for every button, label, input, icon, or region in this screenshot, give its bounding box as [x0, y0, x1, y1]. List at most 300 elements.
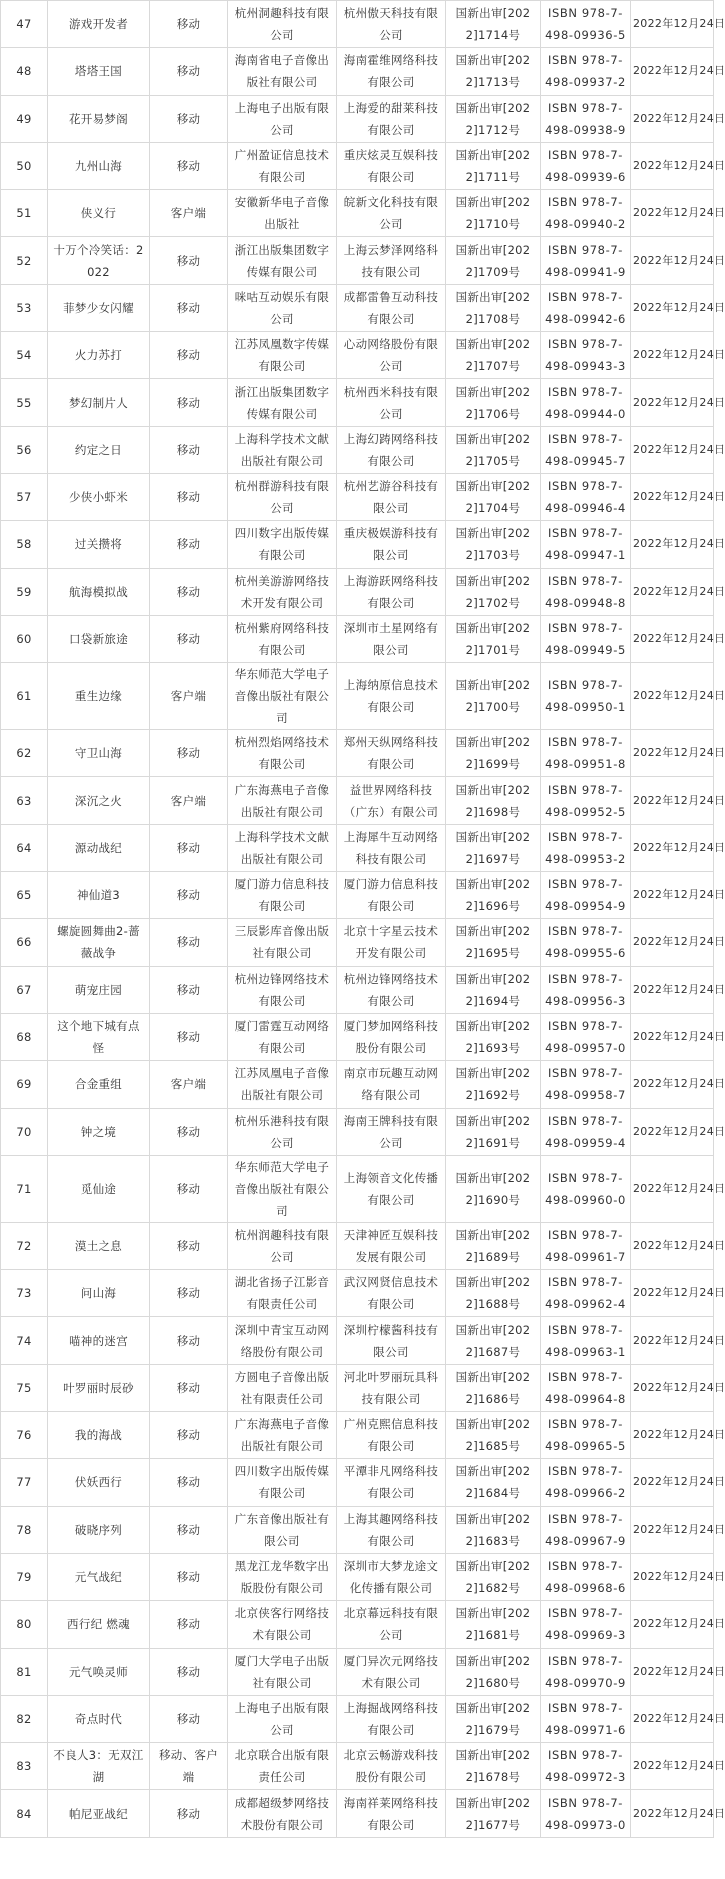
approval-number-cell: 国新出审[2022]1711号 — [446, 142, 541, 189]
isbn-cell: ISBN 978-7-498-09949-5 — [541, 615, 631, 662]
isbn-cell: ISBN 978-7-498-09972-3 — [541, 1743, 631, 1790]
table-row — [1, 1108, 714, 1155]
row-number-cell: 49 — [1, 95, 48, 142]
approval-date-cell: 2022年12月24日 — [631, 1459, 714, 1506]
publisher-cell: 上海电子出版有限公司 — [228, 95, 337, 142]
approval-date-cell: 2022年12月24日 — [631, 1061, 714, 1108]
publisher-cell: 广东音像出版社有限公司 — [228, 1506, 337, 1553]
platform-cell: 移动 — [150, 1, 228, 48]
approval-number-cell: 国新出审[2022]1697号 — [446, 824, 541, 871]
operator-cell: 上海爱的甜莱科技有限公司 — [337, 95, 446, 142]
isbn-cell: ISBN 978-7-498-09966-2 — [541, 1459, 631, 1506]
publisher-cell: 广东海燕电子音像出版社有限公司 — [228, 1412, 337, 1459]
table-row — [1, 1412, 714, 1459]
approval-number-cell: 国新出审[2022]1681号 — [446, 1601, 541, 1648]
publisher-cell: 杭州烈焰网络技术有限公司 — [228, 730, 337, 777]
game-name-cell: 过关攒将 — [48, 521, 150, 568]
platform-cell: 移动 — [150, 615, 228, 662]
game-name-cell: 萌宠庄园 — [48, 966, 150, 1013]
row-number-cell: 84 — [1, 1790, 48, 1837]
row-number-cell: 62 — [1, 730, 48, 777]
row-number-cell: 59 — [1, 568, 48, 615]
publisher-cell: 杭州润趣科技有限公司 — [228, 1222, 337, 1269]
operator-cell: 上海游跃网络科技有限公司 — [337, 568, 446, 615]
publisher-cell: 厦门雷霆互动网络有限公司 — [228, 1013, 337, 1060]
isbn-cell: ISBN 978-7-498-09937-2 — [541, 48, 631, 95]
approval-number-cell: 国新出审[2022]1688号 — [446, 1270, 541, 1317]
table-row — [1, 48, 714, 95]
row-number-cell: 71 — [1, 1155, 48, 1222]
approval-number-cell: 国新出审[2022]1683号 — [446, 1506, 541, 1553]
approval-number-cell: 国新出审[2022]1707号 — [446, 332, 541, 379]
approval-date-cell: 2022年12月24日 — [631, 1, 714, 48]
approval-number-cell: 国新出审[2022]1698号 — [446, 777, 541, 824]
row-number-cell: 80 — [1, 1601, 48, 1648]
platform-cell: 移动 — [150, 521, 228, 568]
operator-cell: 北京幕远科技有限公司 — [337, 1601, 446, 1648]
approval-number-cell: 国新出审[2022]1684号 — [446, 1459, 541, 1506]
platform-cell: 移动 — [150, 473, 228, 520]
platform-cell: 移动 — [150, 142, 228, 189]
approval-date-cell: 2022年12月24日 — [631, 1553, 714, 1600]
approval-date-cell: 2022年12月24日 — [631, 190, 714, 237]
operator-cell: 北京云畅游戏科技股份有限公司 — [337, 1743, 446, 1790]
row-number-cell: 83 — [1, 1743, 48, 1790]
game-name-cell: 少侠小虾米 — [48, 473, 150, 520]
publisher-cell: 杭州群游科技有限公司 — [228, 473, 337, 520]
isbn-cell: ISBN 978-7-498-09950-1 — [541, 663, 631, 730]
publisher-cell: 广东海燕电子音像出版社有限公司 — [228, 777, 337, 824]
approval-date-cell: 2022年12月24日 — [631, 379, 714, 426]
operator-cell: 上海掘战网络科技有限公司 — [337, 1695, 446, 1742]
isbn-cell: ISBN 978-7-498-09957-0 — [541, 1013, 631, 1060]
approval-date-cell: 2022年12月24日 — [631, 568, 714, 615]
game-name-cell: 元气唤灵师 — [48, 1648, 150, 1695]
isbn-cell: ISBN 978-7-498-09948-8 — [541, 568, 631, 615]
approval-number-cell: 国新出审[2022]1689号 — [446, 1222, 541, 1269]
table-row — [1, 777, 714, 824]
table-row — [1, 730, 714, 777]
operator-cell: 厦门梦加网络科技股份有限公司 — [337, 1013, 446, 1060]
approval-date-cell: 2022年12月24日 — [631, 1790, 714, 1837]
approval-number-cell: 国新出审[2022]1704号 — [446, 473, 541, 520]
publisher-cell: 浙江出版集团数字传媒有限公司 — [228, 237, 337, 284]
row-number-cell: 76 — [1, 1412, 48, 1459]
table-row — [1, 190, 714, 237]
game-name-cell: 奇点时代 — [48, 1695, 150, 1742]
publisher-cell: 杭州紫府网络科技有限公司 — [228, 615, 337, 662]
table-row — [1, 919, 714, 966]
isbn-cell: ISBN 978-7-498-09952-5 — [541, 777, 631, 824]
table-row — [1, 872, 714, 919]
isbn-cell: ISBN 978-7-498-09940-2 — [541, 190, 631, 237]
table-row — [1, 1364, 714, 1411]
approval-date-cell: 2022年12月24日 — [631, 1013, 714, 1060]
approval-number-cell: 国新出审[2022]1692号 — [446, 1061, 541, 1108]
approval-date-cell: 2022年12月24日 — [631, 1506, 714, 1553]
platform-cell: 移动 — [150, 1695, 228, 1742]
isbn-cell: ISBN 978-7-498-09963-1 — [541, 1317, 631, 1364]
game-name-cell: 帕尼亚战纪 — [48, 1790, 150, 1837]
approval-date-cell: 2022年12月24日 — [631, 1108, 714, 1155]
publisher-cell: 海南省电子音像出版社有限公司 — [228, 48, 337, 95]
isbn-cell: ISBN 978-7-498-09965-5 — [541, 1412, 631, 1459]
approval-date-cell: 2022年12月24日 — [631, 95, 714, 142]
row-number-cell: 69 — [1, 1061, 48, 1108]
row-number-cell: 82 — [1, 1695, 48, 1742]
publisher-cell: 北京联合出版有限责任公司 — [228, 1743, 337, 1790]
row-number-cell: 57 — [1, 473, 48, 520]
platform-cell: 客户端 — [150, 190, 228, 237]
approval-date-cell: 2022年12月24日 — [631, 1155, 714, 1222]
approval-date-cell: 2022年12月24日 — [631, 1270, 714, 1317]
row-number-cell: 73 — [1, 1270, 48, 1317]
approval-number-cell: 国新出审[2022]1677号 — [446, 1790, 541, 1837]
row-number-cell: 47 — [1, 1, 48, 48]
approval-date-cell: 2022年12月24日 — [631, 1695, 714, 1742]
platform-cell: 移动 — [150, 1648, 228, 1695]
row-number-cell: 64 — [1, 824, 48, 871]
game-name-cell: 喵神的迷宫 — [48, 1317, 150, 1364]
platform-cell: 移动 — [150, 284, 228, 331]
game-name-cell: 深沉之火 — [48, 777, 150, 824]
table-row — [1, 824, 714, 871]
approval-date-cell: 2022年12月24日 — [631, 473, 714, 520]
operator-cell: 心动网络股份有限公司 — [337, 332, 446, 379]
isbn-cell: ISBN 978-7-498-09945-7 — [541, 426, 631, 473]
approval-date-cell: 2022年12月24日 — [631, 1412, 714, 1459]
table-row — [1, 966, 714, 1013]
isbn-cell: ISBN 978-7-498-09954-9 — [541, 872, 631, 919]
operator-cell: 成都雷鲁互动科技有限公司 — [337, 284, 446, 331]
isbn-cell: ISBN 978-7-498-09971-6 — [541, 1695, 631, 1742]
table-row — [1, 1013, 714, 1060]
approval-number-cell: 国新出审[2022]1686号 — [446, 1364, 541, 1411]
operator-cell: 杭州西米科技有限公司 — [337, 379, 446, 426]
approval-number-cell: 国新出审[2022]1682号 — [446, 1553, 541, 1600]
isbn-cell: ISBN 978-7-498-09961-7 — [541, 1222, 631, 1269]
approval-number-cell: 国新出审[2022]1708号 — [446, 284, 541, 331]
operator-cell: 郑州天纵网络科技有限公司 — [337, 730, 446, 777]
table-row — [1, 473, 714, 520]
game-name-cell: 守卫山海 — [48, 730, 150, 777]
platform-cell: 移动 — [150, 1222, 228, 1269]
row-number-cell: 55 — [1, 379, 48, 426]
platform-cell: 移动 — [150, 568, 228, 615]
approval-number-cell: 国新出审[2022]1712号 — [446, 95, 541, 142]
game-name-cell: 十万个冷笑话：2022 — [48, 237, 150, 284]
game-name-cell: 不良人3：无双江湖 — [48, 1743, 150, 1790]
approval-date-cell: 2022年12月24日 — [631, 777, 714, 824]
operator-cell: 天津神匠互娱科技发展有限公司 — [337, 1222, 446, 1269]
game-name-cell: 火力苏打 — [48, 332, 150, 379]
operator-cell: 广州克熙信息科技有限公司 — [337, 1412, 446, 1459]
publisher-cell: 北京侠客行网络技术有限公司 — [228, 1601, 337, 1648]
platform-cell: 移动 — [150, 730, 228, 777]
row-number-cell: 50 — [1, 142, 48, 189]
row-number-cell: 65 — [1, 872, 48, 919]
game-name-cell: 九州山海 — [48, 142, 150, 189]
platform-cell: 移动 — [150, 1459, 228, 1506]
approval-date-cell: 2022年12月24日 — [631, 1743, 714, 1790]
game-name-cell: 花开易梦阁 — [48, 95, 150, 142]
platform-cell: 移动 — [150, 379, 228, 426]
row-number-cell: 78 — [1, 1506, 48, 1553]
publisher-cell: 浙江出版集团数字传媒有限公司 — [228, 379, 337, 426]
table-row — [1, 1317, 714, 1364]
isbn-cell: ISBN 978-7-498-09962-4 — [541, 1270, 631, 1317]
isbn-cell: ISBN 978-7-498-09968-6 — [541, 1553, 631, 1600]
approval-number-cell: 国新出审[2022]1694号 — [446, 966, 541, 1013]
approval-date-cell: 2022年12月24日 — [631, 966, 714, 1013]
publisher-cell: 江苏凤凰数字传媒有限公司 — [228, 332, 337, 379]
approval-number-cell: 国新出审[2022]1680号 — [446, 1648, 541, 1695]
table-row — [1, 142, 714, 189]
game-name-cell: 钟之境 — [48, 1108, 150, 1155]
operator-cell: 重庆极娱游科技有限公司 — [337, 521, 446, 568]
approval-number-cell: 国新出审[2022]1691号 — [446, 1108, 541, 1155]
isbn-cell: ISBN 978-7-498-09953-2 — [541, 824, 631, 871]
table-row — [1, 1648, 714, 1695]
game-name-cell: 梦幻制片人 — [48, 379, 150, 426]
approval-number-cell: 国新出审[2022]1696号 — [446, 872, 541, 919]
approval-number-cell: 国新出审[2022]1685号 — [446, 1412, 541, 1459]
approval-date-cell: 2022年12月24日 — [631, 1648, 714, 1695]
isbn-cell: ISBN 978-7-498-09955-6 — [541, 919, 631, 966]
isbn-cell: ISBN 978-7-498-09947-1 — [541, 521, 631, 568]
isbn-cell: ISBN 978-7-498-09942-6 — [541, 284, 631, 331]
platform-cell: 移动 — [150, 95, 228, 142]
game-name-cell: 破晓序列 — [48, 1506, 150, 1553]
approval-number-cell: 国新出审[2022]1693号 — [446, 1013, 541, 1060]
publisher-cell: 深圳中青宝互动网络股份有限公司 — [228, 1317, 337, 1364]
publisher-cell: 杭州美游游网络技术开发有限公司 — [228, 568, 337, 615]
operator-cell: 上海犀牛互动网络科技有限公司 — [337, 824, 446, 871]
table-row — [1, 568, 714, 615]
operator-cell: 南京市玩趣互动网络有限公司 — [337, 1061, 446, 1108]
row-number-cell: 79 — [1, 1553, 48, 1600]
publisher-cell: 江苏凤凰电子音像出版社有限公司 — [228, 1061, 337, 1108]
row-number-cell: 77 — [1, 1459, 48, 1506]
approval-date-cell: 2022年12月24日 — [631, 284, 714, 331]
operator-cell: 河北叶罗丽玩具科技有限公司 — [337, 1364, 446, 1411]
approval-number-cell: 国新出审[2022]1690号 — [446, 1155, 541, 1222]
table-row — [1, 1743, 714, 1790]
publisher-cell: 厦门游力信息科技有限公司 — [228, 872, 337, 919]
approval-date-cell: 2022年12月24日 — [631, 1222, 714, 1269]
table-row — [1, 521, 714, 568]
approval-date-cell: 2022年12月24日 — [631, 1601, 714, 1648]
approval-number-cell: 国新出审[2022]1701号 — [446, 615, 541, 662]
publisher-cell: 广州盈证信息技术有限公司 — [228, 142, 337, 189]
game-name-cell: 塔塔王国 — [48, 48, 150, 95]
table-row — [1, 426, 714, 473]
game-name-cell: 这个地下城有点怪 — [48, 1013, 150, 1060]
publisher-cell: 方圆电子音像出版社有限责任公司 — [228, 1364, 337, 1411]
isbn-cell: ISBN 978-7-498-09939-6 — [541, 142, 631, 189]
row-number-cell: 63 — [1, 777, 48, 824]
game-name-cell: 侠义行 — [48, 190, 150, 237]
row-number-cell: 68 — [1, 1013, 48, 1060]
game-name-cell: 螺旋圆舞曲2-蔷薇战争 — [48, 919, 150, 966]
row-number-cell: 56 — [1, 426, 48, 473]
publisher-cell: 杭州乐港科技有限公司 — [228, 1108, 337, 1155]
game-name-cell: 伏妖西行 — [48, 1459, 150, 1506]
game-name-cell: 游戏开发者 — [48, 1, 150, 48]
table-row — [1, 284, 714, 331]
row-number-cell: 81 — [1, 1648, 48, 1695]
approval-date-cell: 2022年12月24日 — [631, 521, 714, 568]
approval-number-cell: 国新出审[2022]1678号 — [446, 1743, 541, 1790]
operator-cell: 深圳柠檬酱科技有限公司 — [337, 1317, 446, 1364]
row-number-cell: 51 — [1, 190, 48, 237]
row-number-cell: 67 — [1, 966, 48, 1013]
operator-cell: 平潭非凡网络科技有限公司 — [337, 1459, 446, 1506]
approval-number-cell: 国新出审[2022]1702号 — [446, 568, 541, 615]
isbn-cell: ISBN 978-7-498-09973-0 — [541, 1790, 631, 1837]
row-number-cell: 66 — [1, 919, 48, 966]
isbn-cell: ISBN 978-7-498-09959-4 — [541, 1108, 631, 1155]
isbn-cell: ISBN 978-7-498-09960-0 — [541, 1155, 631, 1222]
approval-number-cell: 国新出审[2022]1705号 — [446, 426, 541, 473]
table-row — [1, 1, 714, 48]
approval-date-cell: 2022年12月24日 — [631, 1317, 714, 1364]
platform-cell: 移动 — [150, 1108, 228, 1155]
publisher-cell: 安徽新华电子音像出版社 — [228, 190, 337, 237]
game-name-cell: 约定之日 — [48, 426, 150, 473]
approval-number-cell: 国新出审[2022]1703号 — [446, 521, 541, 568]
isbn-cell: ISBN 978-7-498-09951-8 — [541, 730, 631, 777]
operator-cell: 杭州边锋网络技术有限公司 — [337, 966, 446, 1013]
table-row — [1, 379, 714, 426]
table-row — [1, 1155, 714, 1222]
operator-cell: 上海其趣网络科技有限公司 — [337, 1506, 446, 1553]
approval-number-cell: 国新出审[2022]1714号 — [446, 1, 541, 48]
table-row — [1, 237, 714, 284]
approval-number-cell: 国新出审[2022]1699号 — [446, 730, 541, 777]
row-number-cell: 54 — [1, 332, 48, 379]
approval-number-cell: 国新出审[2022]1687号 — [446, 1317, 541, 1364]
approval-date-cell: 2022年12月24日 — [631, 919, 714, 966]
operator-cell: 深圳市大梦龙途文化传播有限公司 — [337, 1553, 446, 1600]
row-number-cell: 70 — [1, 1108, 48, 1155]
platform-cell: 移动 — [150, 1601, 228, 1648]
platform-cell: 移动 — [150, 1790, 228, 1837]
operator-cell: 海南霍维网络科技有限公司 — [337, 48, 446, 95]
platform-cell: 移动 — [150, 966, 228, 1013]
operator-cell: 重庆炫灵互娱科技有限公司 — [337, 142, 446, 189]
operator-cell: 上海纳原信息技术有限公司 — [337, 663, 446, 730]
row-number-cell: 58 — [1, 521, 48, 568]
platform-cell: 客户端 — [150, 663, 228, 730]
table-row — [1, 1601, 714, 1648]
publisher-cell: 杭州边锋网络技术有限公司 — [228, 966, 337, 1013]
publisher-cell: 咪咕互动娱乐有限公司 — [228, 284, 337, 331]
isbn-cell: ISBN 978-7-498-09938-9 — [541, 95, 631, 142]
operator-cell: 北京十字星云技术开发有限公司 — [337, 919, 446, 966]
approval-date-cell: 2022年12月24日 — [631, 332, 714, 379]
platform-cell: 移动 — [150, 1553, 228, 1600]
row-number-cell: 61 — [1, 663, 48, 730]
game-name-cell: 源动战纪 — [48, 824, 150, 871]
publisher-cell: 上海科学技术文献出版社有限公司 — [228, 824, 337, 871]
table-row — [1, 1061, 714, 1108]
approval-date-cell: 2022年12月24日 — [631, 872, 714, 919]
game-name-cell: 重生边缘 — [48, 663, 150, 730]
game-name-cell: 菲梦少女闪耀 — [48, 284, 150, 331]
table-row — [1, 1459, 714, 1506]
operator-cell: 上海幻踌网络科技有限公司 — [337, 426, 446, 473]
publisher-cell: 华东师范大学电子音像出版社有限公司 — [228, 1155, 337, 1222]
table-row — [1, 332, 714, 379]
operator-cell: 武汉网贤信息技术有限公司 — [337, 1270, 446, 1317]
isbn-cell: ISBN 978-7-498-09943-3 — [541, 332, 631, 379]
isbn-cell: ISBN 978-7-498-09941-9 — [541, 237, 631, 284]
table-row — [1, 1270, 714, 1317]
platform-cell: 移动 — [150, 1364, 228, 1411]
platform-cell: 客户端 — [150, 1061, 228, 1108]
row-number-cell: 52 — [1, 237, 48, 284]
platform-cell: 移动 — [150, 237, 228, 284]
publisher-cell: 四川数字出版传媒有限公司 — [228, 1459, 337, 1506]
table-row — [1, 663, 714, 730]
operator-cell: 杭州艺游谷科技有限公司 — [337, 473, 446, 520]
table-row — [1, 95, 714, 142]
approval-number-cell: 国新出审[2022]1713号 — [446, 48, 541, 95]
approval-date-cell: 2022年12月24日 — [631, 730, 714, 777]
game-name-cell: 我的海战 — [48, 1412, 150, 1459]
table-row — [1, 1790, 714, 1837]
table-row — [1, 1506, 714, 1553]
game-name-cell: 合金重组 — [48, 1061, 150, 1108]
platform-cell: 移动 — [150, 1013, 228, 1060]
publisher-cell: 华东师范大学电子音像出版社有限公司 — [228, 663, 337, 730]
table-row — [1, 1553, 714, 1600]
table-body — [1, 1, 725, 1838]
row-number-cell: 74 — [1, 1317, 48, 1364]
approval-number-cell: 国新出审[2022]1700号 — [446, 663, 541, 730]
game-name-cell: 航海模拟战 — [48, 568, 150, 615]
operator-cell: 海南王牌科技有限公司 — [337, 1108, 446, 1155]
row-number-cell: 72 — [1, 1222, 48, 1269]
table-row — [1, 615, 714, 662]
approval-date-cell: 2022年12月24日 — [631, 824, 714, 871]
isbn-cell: ISBN 978-7-498-09936-5 — [541, 1, 631, 48]
approval-date-cell: 2022年12月24日 — [631, 1364, 714, 1411]
platform-cell: 移动 — [150, 332, 228, 379]
row-number-cell: 48 — [1, 48, 48, 95]
platform-cell: 移动 — [150, 872, 228, 919]
publisher-cell: 黑龙江龙华数字出版股份有限公司 — [228, 1553, 337, 1600]
row-number-cell: 75 — [1, 1364, 48, 1411]
approval-number-cell: 国新出审[2022]1710号 — [446, 190, 541, 237]
game-name-cell: 口袋新旅途 — [48, 615, 150, 662]
publisher-cell: 湖北省扬子江影音有限责任公司 — [228, 1270, 337, 1317]
platform-cell: 移动 — [150, 919, 228, 966]
table-row — [1, 1695, 714, 1742]
game-name-cell: 觅仙途 — [48, 1155, 150, 1222]
isbn-cell: ISBN 978-7-498-09970-9 — [541, 1648, 631, 1695]
approval-number-cell: 国新出审[2022]1706号 — [446, 379, 541, 426]
game-name-cell: 问山海 — [48, 1270, 150, 1317]
publisher-cell: 上海电子出版有限公司 — [228, 1695, 337, 1742]
row-number-cell: 60 — [1, 615, 48, 662]
isbn-cell: ISBN 978-7-498-09958-7 — [541, 1061, 631, 1108]
game-name-cell: 漠土之息 — [48, 1222, 150, 1269]
publisher-cell: 三辰影库音像出版社有限公司 — [228, 919, 337, 966]
approval-date-cell: 2022年12月24日 — [631, 237, 714, 284]
isbn-cell: ISBN 978-7-498-09964-8 — [541, 1364, 631, 1411]
